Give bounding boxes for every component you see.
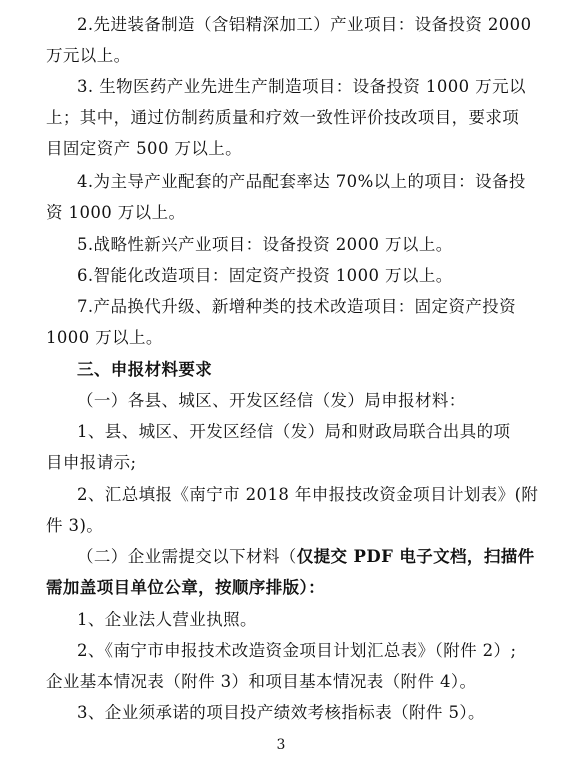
text-line: 件 3)。 <box>46 516 104 535</box>
text-line: 目申报请示; <box>46 453 137 472</box>
page-number: 3 <box>276 737 286 753</box>
text-line: 2、《南宁市申报技术改造资金项目计划汇总表》（附件 2）; <box>77 641 517 660</box>
bold-note: 需加盖项目单位公章，按顺序排版）： <box>46 578 326 597</box>
section-heading: 三、申报材料要求 <box>77 360 213 379</box>
text-line: 2、汇总填报《南宁市 2018 年申报技改资金项目计划表》(附 <box>77 485 539 504</box>
text-line: 资 1000 万以上。 <box>46 203 186 222</box>
text-line: 3. 生物医药产业先进生产制造项目：设备投资 1000 万元以 <box>77 77 526 96</box>
text-line: 1、企业法人营业执照。 <box>77 610 257 629</box>
text-line: 企业基本情况表（附件 3）和项目基本情况表（附件 4）。 <box>46 672 477 691</box>
text-line: 1000 万以上。 <box>46 328 163 347</box>
text-line: （一）各县、城区、开发区经信（发）局申报材料： <box>77 391 466 410</box>
text-line: 2.先进装备制造（含铝精深加工）产业项目：设备投资 2000 <box>77 15 532 34</box>
subsection-label: （二）企业需提交以下材料（ <box>77 547 297 566</box>
text-line: 6.智能化改造项目：固定资产投资 1000 万以上。 <box>77 266 453 285</box>
bold-note: 仅提交 PDF 电子文档，扫描件 <box>296 547 535 566</box>
text-line: 3、企业须承诺的项目投产绩效考核指标表（附件 5）。 <box>77 703 485 722</box>
text-line: 1、县、城区、开发区经信（发）局和财政局联合出具的项 <box>77 422 511 441</box>
text-line: 上；其中，通过仿制药质量和疗效一致性评价技改项目，要求项 <box>46 108 520 127</box>
text-line: 5.战略性新兴产业项目：设备投资 2000 万以上。 <box>77 235 453 254</box>
text-line: 目固定资产 500 万以上。 <box>46 139 243 158</box>
text-line <box>77 546 553 568</box>
text-line: 4.为主导产业配套的产品配套率达 70%以上的项目：设备投 <box>77 172 526 191</box>
text-line: 7.产品换代升级、新增种类的技术改造项目：固定资产投资 <box>77 297 517 316</box>
text-line: 万元以上。 <box>46 46 131 65</box>
